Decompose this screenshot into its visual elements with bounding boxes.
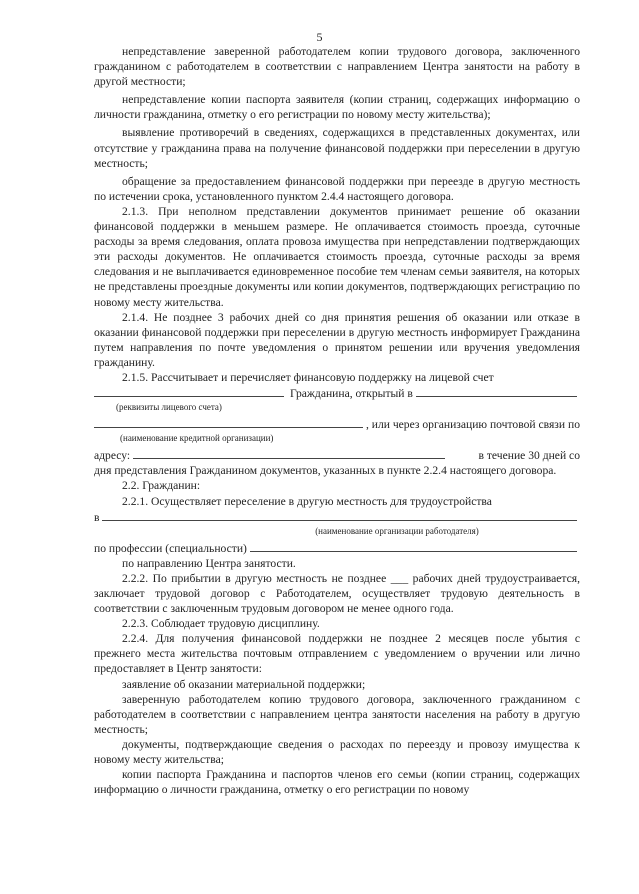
account-caption: (реквизиты лицевого счета) [116,402,222,413]
paragraph: выявление противоречий в сведениях, содержащихся в представленных документах, или отсутствие у гражданина права на получение финансовой поддержки при переселении в другую местность; [94,126,580,170]
address-label: адресу: [94,449,131,463]
p215-cont: дня представления Гражданином документов, указанных в пункте 2.2.4 настоящего договора. [94,464,557,478]
section-2-2-heading: 2.2. Гражданин: [122,479,201,493]
employer-line [94,509,580,525]
bank-caption: (наименование кредитной организации) [120,433,274,444]
address-tail: в течение 30 дней со [478,449,580,463]
list-item: заявление об оказании материальной поддержки; [122,677,366,691]
employer-caption: (наименование организации работодателя) [315,525,479,536]
p221-lead: 2.2.1. Осуществляет переселение в другую местность для трудоустройства [122,494,492,508]
account-blank [94,385,284,397]
paragraph-2-2-4: 2.2.4. Для получения финансовой поддержки не позднее 2 месяцев после убытия с прежнего места жительства почтовым отправлением с уведомлением о вручении или лично предоставляет в Центр занятости: [94,632,580,676]
list-item: копии паспорта Гражданина и паспортов членов его семьи (копии страниц, содержащих информацию о личности гражданина, отметку о его регистрации по новому [94,768,580,797]
paragraph: обращение за предоставлением финансовой поддержки при переезде в другую местность по истечении срока, установленного пунктом 2.4.4 настоящего договора. [94,174,580,203]
paragraph-2-2-2: 2.2.2. По прибытии в другую местность не позднее ___ рабочих дней трудоустраивается, заключает трудовой договор с Работодателем, осуществляет трудовую деятельность в соответствии с заключенным трудовым договором не менее одного года. [94,571,580,616]
address-blank [133,447,445,459]
profession-label: по профессии (специальности) [94,541,247,555]
list-item: заверенную работодателем копию трудового договора, заключенного гражданином с работодателем в соответствии с направлением центра занятости населения на работу в другую местность; [94,692,580,736]
list-item: документы, подтверждающие сведения о расходах по переезду и провозу имущества к новому месту жительства; [94,737,580,767]
paragraph-2-2-3: 2.2.3. Соблюдает трудовую дисциплину. [122,617,320,631]
paragraph: 2.1.3. При неполном представлении документов принимает решение об оказании финансовой поддержки в меньшем размере. Не оплачивается стоимость проезда, суточные расходы за время следования, оплата провоза имущества при непредставлении подтверждающих эти расходы документов. Не оплачивается стоимость проезда, суточные расходы за время следования и не выплачивается единовременное пособие тем членам семьи заявителя, на которых не представлены проездные документы или копии документов, подтверждающих регистрацию по новому месту жительства. [94,204,580,309]
p215-tail: , или через организацию почтовой связи по [365,418,580,432]
paragraph: непредставление заверенной работодателем копии трудового договора, заключенного гражданином с работодателем в соответствии с направлением Центра занятости на работу в другой местности; [94,45,580,89]
p215-mid: Гражданина, открытый в [290,387,413,401]
employer-v: в [94,510,100,524]
direction-line: по направлению Центра занятости. [122,556,296,570]
p215-lead: 2.1.5. Рассчитывает и перечисляет финансовую поддержку на лицевой счет [122,370,494,384]
profession-line [94,540,580,556]
paragraph: непредставление копии паспорта заявителя (копии страниц, содержащих информацию о личности гражданина, отметку о его регистрации по новому месту жительства); [94,93,580,122]
bank-name-blank [94,416,363,428]
bank-blank [416,385,577,397]
employer-blank [102,509,577,521]
page-number: 5 [316,30,323,44]
paragraph-2-1-5 [94,370,580,385]
account-line [94,385,580,401]
bank-line [94,416,580,432]
address-line [94,447,580,463]
document-body [94,44,580,797]
profession-blank [250,540,577,552]
paragraph: 2.1.4. Не позднее 3 рабочих дней со дня принятия решения об оказании или отказе в оказании финансовой поддержки при переселении в другую местность информирует Гражданина путем направления по почте уведомления о принятом решении или вручения уведомления гражданину. [94,310,580,369]
